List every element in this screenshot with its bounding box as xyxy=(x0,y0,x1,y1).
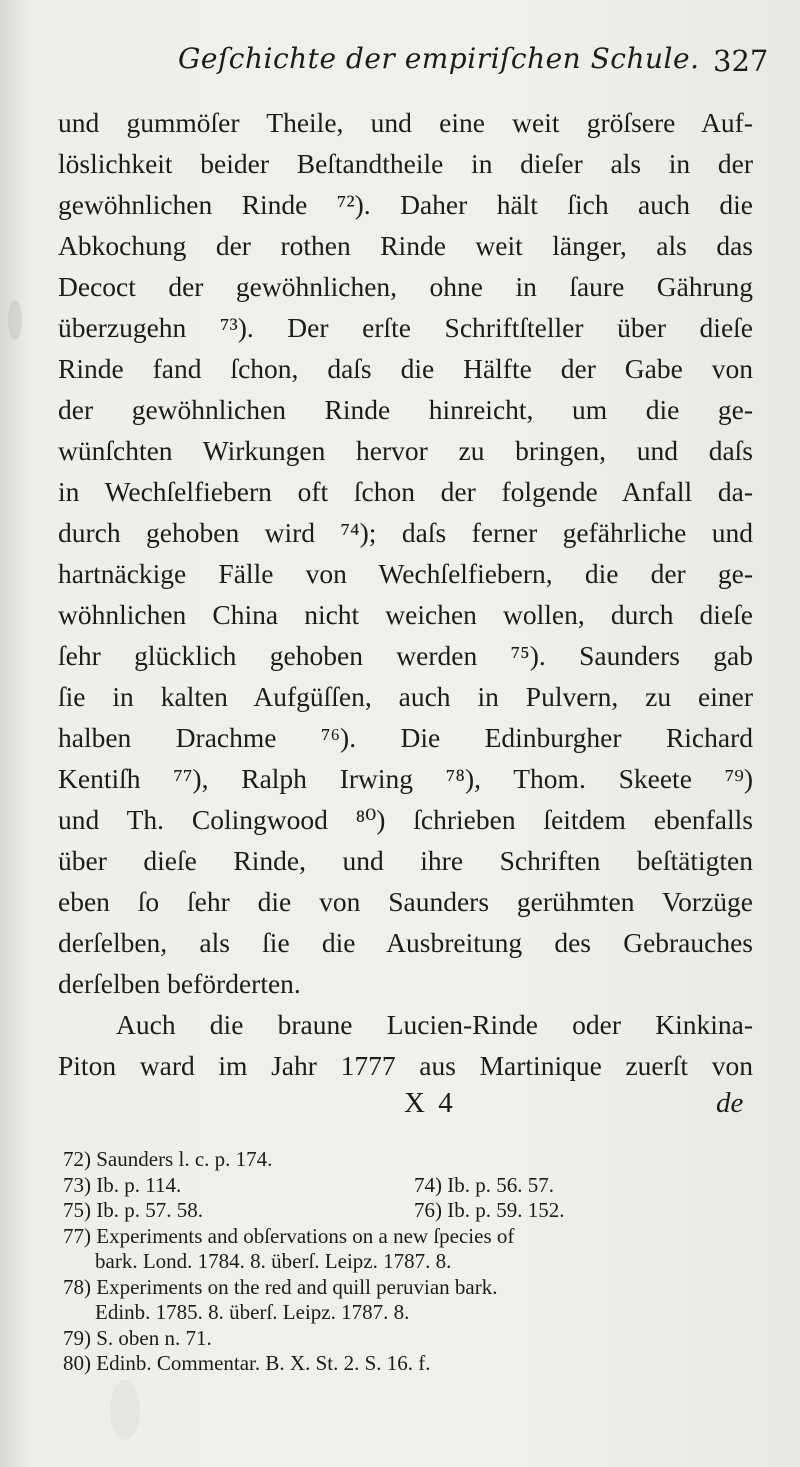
text-line: halben Drachme ⁷⁶). Die Edinburgher Richard xyxy=(58,722,753,753)
text-line: über dieſe Rinde, und ihre Schriften beſtätigten xyxy=(58,845,753,876)
page-header xyxy=(0,42,800,92)
text-line: derſelben, als ſie die Ausbreitung des Gebrauches xyxy=(58,927,753,958)
text-line: wünſchten Wirkungen hervor zu bringen, und daſs xyxy=(58,435,753,466)
text-line: eben ſo ſehr die von Saunders gerühmten Vorzüge xyxy=(58,886,753,917)
footnote-text: 77) Experiments and obſervations on a new ſpecies of xyxy=(63,1223,515,1248)
footnote xyxy=(63,1326,763,1352)
footnote xyxy=(63,1147,763,1173)
footnote-text: 72) Saunders l. c. p. 174. xyxy=(63,1147,273,1171)
footnote-text: 76) Ib. p. 59. 152. xyxy=(414,1198,565,1222)
text-line: überzugehn ⁷³). Der erſte Schriftſteller über dieſe xyxy=(58,312,753,343)
text-line: ſehr glücklich gehoben werden ⁷⁵). Saunders gab xyxy=(58,640,753,671)
page-stain xyxy=(8,300,22,340)
text-line: gewöhnlichen Rinde ⁷²). Daher hält ſich auch die xyxy=(58,189,753,220)
text-line: der gewöhnlichen Rinde hinreicht, um die ge- xyxy=(58,394,753,425)
footnote-text: 74) Ib. p. 56. 57. xyxy=(414,1172,554,1197)
footnote xyxy=(63,1173,763,1199)
footnote-text: 78) Experiments on the red and quill peruvian bark. xyxy=(63,1274,498,1299)
catchword: de xyxy=(716,1087,744,1119)
footnote xyxy=(63,1275,763,1301)
text-line: Abkochung der rothen Rinde weit länger, als das xyxy=(58,230,753,261)
text-line: und Th. Colingwood ⁸⁰) ſchrieben ſeitdem ebenfalls xyxy=(58,804,753,835)
text-line: durch gehoben wird ⁷⁴); daſs ferner gefährliche und xyxy=(58,517,753,548)
signature-mark: X 4 xyxy=(404,1087,456,1119)
text-line: in Wechſelfiebern oft ſchon der folgende Anfall da- xyxy=(58,476,753,507)
text-line: Piton ward im Jahr 1777 aus Martinique zuerſt von xyxy=(58,1050,753,1081)
footnote xyxy=(63,1224,763,1250)
main-text xyxy=(58,102,753,1086)
text-line: löslichkeit beider Beſtandtheile in dieſer als in der xyxy=(58,148,753,179)
text-line: derſelben beförderten. xyxy=(58,968,301,999)
text-line: wöhnlichen China nicht weichen wollen, durch dieſe xyxy=(58,599,753,630)
footnote-text: 73) Ib. p. 114. xyxy=(63,1172,182,1197)
text-line: ſie in kalten Aufgüſſen, auch in Pulvern, zu einer xyxy=(58,681,753,712)
footnote-continuation xyxy=(63,1300,763,1326)
footnote-text: 80) Edinb. Commentar. B. X. St. 2. S. 16. f. xyxy=(63,1351,431,1375)
text-line: Kentiſh ⁷⁷), Ralph Irwing ⁷⁸), Thom. Skeete ⁷⁹) xyxy=(58,763,753,794)
page-number: 327 xyxy=(713,44,769,78)
page-stain xyxy=(110,1380,140,1440)
text-line: Auch die braune Lucien-Rinde oder Kinkina- xyxy=(116,1009,753,1040)
running-title: Geſchichte der empiriſchen Schule. xyxy=(178,42,700,75)
footnote-text: Edinb. 1785. 8. überſ. Leipz. 1787. 8. xyxy=(95,1300,410,1324)
footnote xyxy=(63,1198,763,1224)
footnotes xyxy=(63,1147,763,1377)
footnote-text: 75) Ib. p. 57. 58. xyxy=(63,1198,203,1222)
text-line: hartnäckige Fälle von Wechſelfiebern, die der ge- xyxy=(58,558,753,589)
text-line: Decoct der gewöhnlichen, ohne in ſaure Gährung xyxy=(58,271,753,302)
footnote xyxy=(63,1351,763,1377)
footnote-continuation xyxy=(63,1249,763,1275)
footnote-text: 79) S. oben n. 71. xyxy=(63,1325,212,1350)
footnote-text: bark. Lond. 1784. 8. überſ. Leipz. 1787. 8. xyxy=(95,1249,452,1273)
text-line: und gummöſer Theile, und eine weit gröſsere Auf- xyxy=(58,107,753,138)
signature-line xyxy=(0,1087,800,1127)
text-line: Rinde fand ſchon, daſs die Hälfte der Gabe von xyxy=(58,353,753,384)
